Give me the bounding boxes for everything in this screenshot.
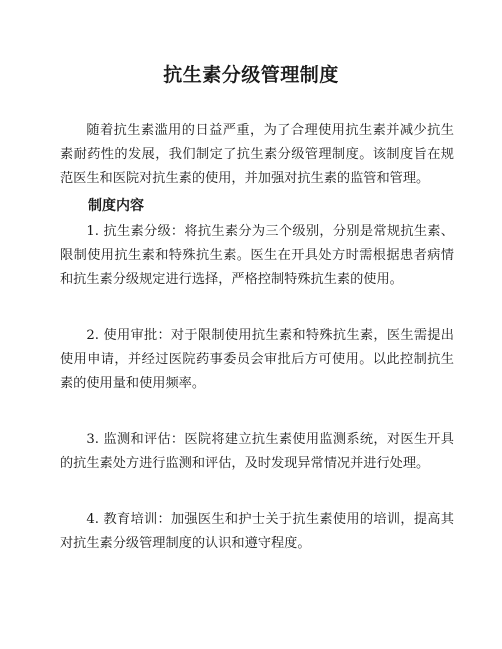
policy-item-classification: 1. 抗生素分级：将抗生素分为三个级别，分别是常规抗生素、限制使用抗生素和特殊抗生素。医生在开具处方时需根据患者病情和抗生素分级规定进行选择，严格控制特殊抗生素的使用。 [60, 224, 454, 287]
section-heading: 制度内容 [88, 198, 144, 214]
policy-item-monitoring: 3. 监测和评估：医院将建立抗生素使用监测系统，对医生开具的抗生素处方进行监测和评估，及时发现异常情况并进行处理。 [60, 432, 454, 471]
policy-item-training: 4. 教育培训：加强医生和护士关于抗生素使用的培训，提高其对抗生素分级管理制度的认识和遵守程度。 [60, 512, 454, 551]
policy-item-approval: 2. 使用审批：对于限制使用抗生素和特殊抗生素，医生需提出使用申请，并经过医院药事委员会审批后方可使用。以此控制抗生素的使用量和使用频率。 [60, 328, 454, 391]
document-title: 抗生素分级管理制度 [163, 64, 339, 86]
intro-paragraph: 随着抗生素滥用的日益严重，为了合理使用抗生素并减少抗生素耐药性的发展，我们制定了抗生素分级管理制度。该制度旨在规范医生和医院对抗生素的使用，并加强对抗生素的监管和管理。 [60, 123, 454, 186]
